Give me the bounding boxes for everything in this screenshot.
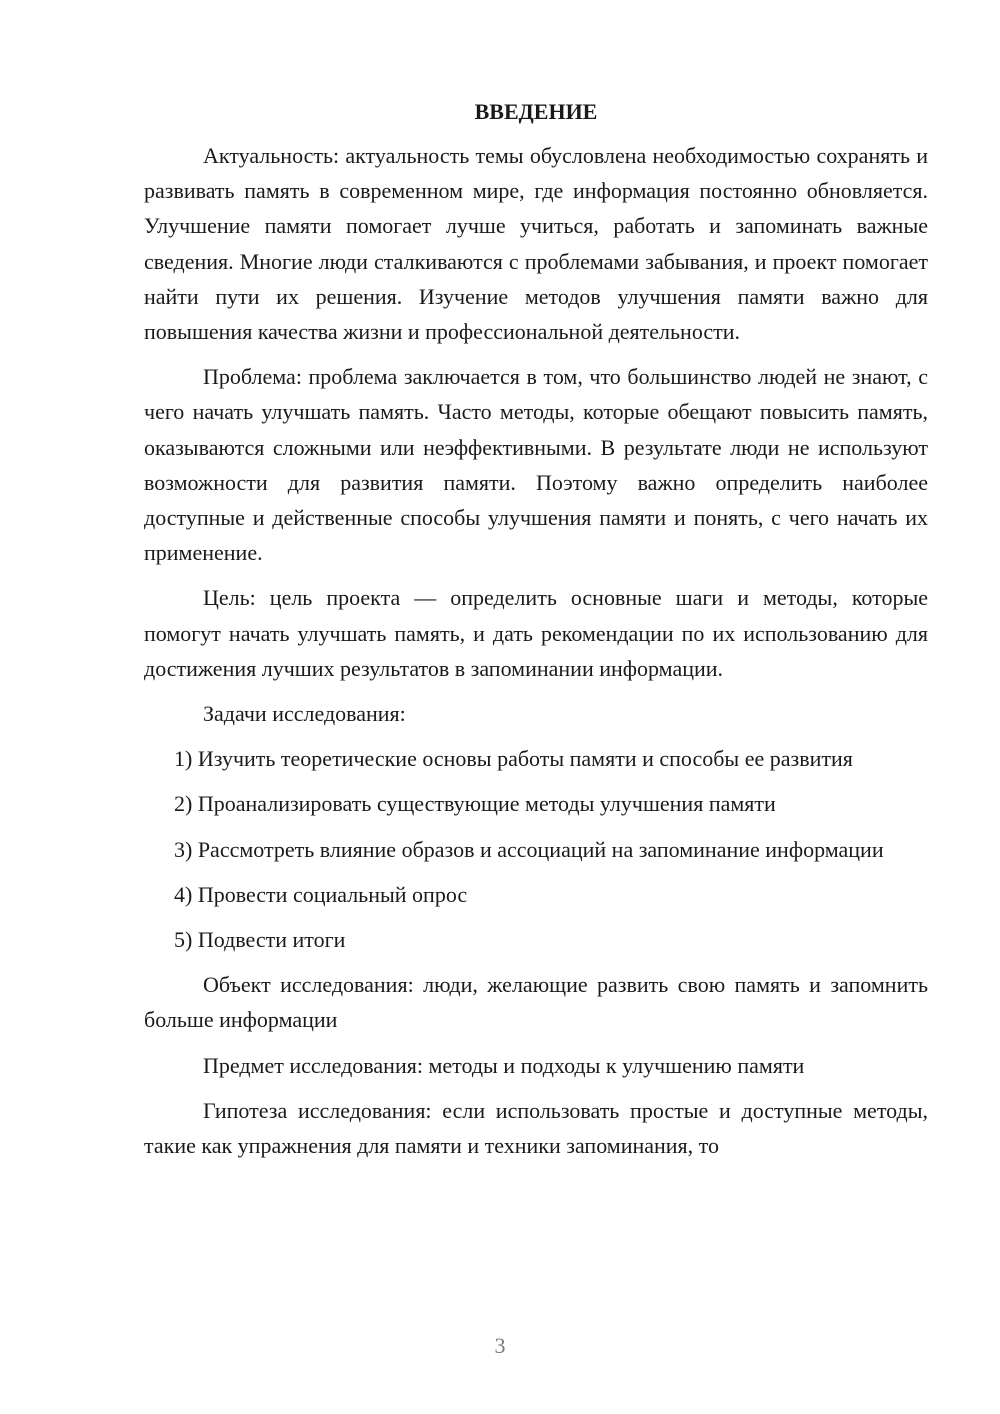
- task-item-2: 2) Проанализировать существующие методы улучшения памяти: [174, 791, 776, 817]
- task-item-1: 1) Изучить теоретические основы работы памяти и способы ее развития: [174, 746, 853, 772]
- document-page: [144, 94, 928, 1163]
- task-item-5: 5) Подвести итоги: [174, 927, 346, 953]
- problem-paragraph: Проблема: проблема заключается в том, что большинство людей не знают, с чего начать улучшать память. Часто методы, которые обещают повысить память, оказываются сложными или неэффективными. В результате люди не используют возможности для развития памяти. Поэтому важно определить наиболее доступные и действенные способы улучшения памяти и понять, с чего начать их применение.: [144, 364, 928, 566]
- object-paragraph: Объект исследования: люди, желающие развить свою память и запомнить больше информации: [144, 972, 928, 1033]
- goal-paragraph: Цель: цель проекта — определить основные шаги и методы, которые помогут начать улучшать память, и дать рекомендации по их использованию для достижения лучших результатов в запоминании информации.: [144, 585, 928, 681]
- tasks-heading: Задачи исследования:: [203, 701, 406, 727]
- task-item-4: 4) Провести социальный опрос: [174, 881, 468, 907]
- page-number: 3: [494, 1333, 506, 1358]
- task-item-3: 3) Рассмотреть влияние образов и ассоциаций на запоминание информации: [174, 836, 884, 862]
- relevance-paragraph: Актуальность: актуальность темы обусловлена необходимостью сохранять и развивать память в современном мире, где информация постоянно обновляется. Улучшение памяти помогает лучше учиться, работать и запоминать важные сведения. Многие люди сталкиваются с проблемами забывания, и проект помогает найти пути их решения. Изучение методов улучшения памяти важно для повышения качества жизни и профессиональной деятельности.: [144, 143, 928, 345]
- section-title: ВВЕДЕНИЕ: [474, 99, 598, 124]
- subject-paragraph: Предмет исследования: методы и подходы к улучшению памяти: [203, 1052, 805, 1078]
- hypothesis-paragraph: Гипотеза исследования: если использовать простые и доступные методы, такие как упражнения для памяти и техники запоминания, то: [144, 1097, 928, 1159]
